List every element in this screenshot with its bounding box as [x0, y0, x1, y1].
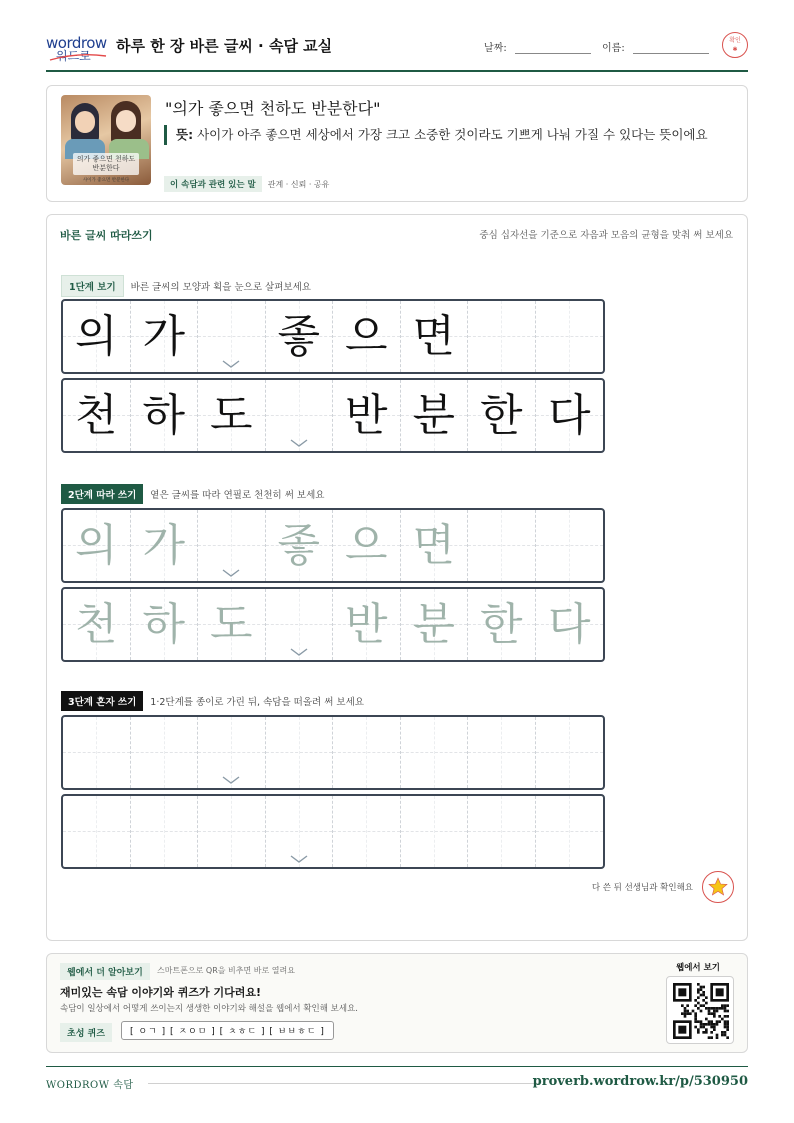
grid-cell[interactable] — [131, 589, 199, 660]
guide-line-vertical — [366, 796, 367, 867]
grid-cell — [468, 301, 536, 372]
grid-row — [61, 299, 605, 374]
grid-cell[interactable] — [536, 796, 604, 867]
practice-character: 면 — [412, 310, 455, 362]
related-words — [164, 176, 329, 192]
grid-cell[interactable] — [333, 589, 401, 660]
well-done-stamp — [702, 871, 734, 903]
guide-line-vertical — [569, 510, 570, 581]
done-text: 다 쓴 뒤 선생님과 확인해요 — [591, 883, 693, 893]
grid-cell — [333, 301, 401, 372]
practice-character: 다 — [547, 389, 591, 441]
web-title: 재미있는 속담 이야기와 퀴즈가 기다려요! — [60, 986, 261, 999]
guide-line-vertical — [366, 717, 367, 788]
grid-row[interactable] — [61, 715, 605, 790]
guide-line-vertical — [434, 717, 435, 788]
grid-cell[interactable] — [468, 717, 536, 788]
practice-character: 한 — [479, 389, 523, 441]
practice-character: 천 — [74, 598, 118, 650]
grid-cell[interactable] — [131, 796, 199, 867]
date-label: 날짜: — [484, 43, 507, 54]
grid-cell[interactable] — [198, 589, 266, 660]
logo-korean: 워드로 — [56, 49, 91, 63]
practice-character: 의 — [74, 310, 118, 362]
practice-character: 으 — [344, 519, 388, 571]
grid-cell — [131, 301, 199, 372]
web-desc: 속담이 일상에서 어떻게 쓰이는지 생생한 이야기와 해설을 웹에서 확인해 보세요. — [60, 1004, 358, 1014]
grid-cell — [131, 380, 199, 451]
practice-hint: 중심 십자선을 기준으로 자음과 모음의 균형을 맞춰 써 보세요 — [479, 230, 733, 241]
grid-cell[interactable] — [333, 717, 401, 788]
space-marker-icon — [222, 569, 240, 577]
grid-cell[interactable] — [198, 796, 266, 867]
grid-cell — [401, 380, 469, 451]
illustration-caption: 의가 좋으면 천하도 반분한다 — [73, 153, 139, 175]
grid-cell[interactable] — [468, 510, 536, 581]
date-field[interactable] — [484, 39, 591, 54]
practice-character: 좋 — [277, 519, 320, 571]
step-3-tag: 3단계 혼자 쓰기 — [61, 691, 143, 711]
practice-character: 분 — [412, 389, 455, 441]
practice-character: 가 — [142, 310, 185, 362]
page-footer — [46, 1066, 748, 1091]
grid-cell[interactable] — [401, 796, 469, 867]
grid-cell[interactable] — [131, 717, 199, 788]
guide-line-vertical — [501, 301, 502, 372]
teacher-stamp — [722, 32, 748, 58]
grid-cell[interactable] — [536, 510, 604, 581]
star-icon — [708, 877, 728, 897]
practice-character: 하 — [142, 598, 185, 650]
guide-line-vertical — [501, 510, 502, 581]
grid-cell — [536, 380, 604, 451]
grid-cell[interactable] — [536, 589, 604, 660]
step-3-desc: 1·2단계를 종이로 가린 뒤, 속담을 떠올려 써 보세요 — [150, 697, 364, 708]
date-blank[interactable] — [515, 42, 591, 54]
name-label: 이름: — [602, 43, 625, 54]
illustration-face-left — [75, 111, 95, 133]
space-marker-icon — [290, 648, 308, 656]
web-tag: 웹에서 더 알아보기 — [60, 963, 150, 980]
guide-line-vertical — [164, 796, 165, 867]
step-2-header — [61, 484, 324, 504]
practice-character: 분 — [412, 598, 455, 650]
handwriting-practice — [46, 214, 748, 941]
illustration-subcaption: 사이가 좋으면 반분한다 — [82, 178, 130, 183]
qr-code[interactable] — [666, 976, 734, 1044]
proverb-meaning — [164, 125, 734, 145]
illustration-face-right — [116, 110, 136, 132]
grid-cell — [198, 301, 266, 372]
step-1-tag: 1단계 보기 — [61, 275, 124, 297]
quiz-label: 초성 퀴즈 — [60, 1023, 112, 1042]
grid-cell[interactable] — [63, 589, 131, 660]
practice-character: 도 — [209, 598, 253, 650]
practice-character: 면 — [412, 519, 455, 571]
logo-wordmark: wordrow — [46, 34, 107, 52]
space-marker-icon — [290, 855, 308, 863]
guide-line-vertical — [569, 796, 570, 867]
grid-cell[interactable] — [63, 796, 131, 867]
grid-cell[interactable] — [198, 510, 266, 581]
practice-character: 가 — [142, 519, 185, 571]
guide-line-vertical — [434, 796, 435, 867]
space-marker-icon — [290, 439, 308, 447]
grid-cell[interactable] — [266, 510, 334, 581]
grid-cell[interactable] — [266, 796, 334, 867]
grid-cell — [266, 380, 334, 451]
meaning-label: 뜻: — [176, 127, 194, 142]
space-marker-icon — [222, 360, 240, 368]
grid-cell[interactable] — [333, 510, 401, 581]
guide-line-vertical — [164, 717, 165, 788]
grid-cell — [266, 301, 334, 372]
grid-cell[interactable] — [401, 589, 469, 660]
practice-character: 다 — [547, 598, 591, 650]
practice-title: 바른 글씨 따라쓰기 — [60, 229, 153, 242]
name-field[interactable] — [602, 39, 709, 54]
logo-swash-icon — [48, 50, 108, 62]
grid-cell — [401, 301, 469, 372]
footer-url[interactable]: proverb.wordrow.kr/p/530950 — [532, 1074, 748, 1089]
grid-row[interactable] — [61, 794, 605, 869]
practice-character: 하 — [142, 389, 185, 441]
practice-character: 반 — [344, 389, 388, 441]
guide-line-vertical — [96, 717, 97, 788]
grid-cell[interactable] — [401, 510, 469, 581]
practice-character: 한 — [479, 598, 523, 650]
guide-line-vertical — [501, 717, 502, 788]
practice-character: 의 — [74, 519, 118, 571]
grid-cell[interactable] — [131, 510, 199, 581]
page-title: 하루 한 장 바른 글씨 · 속담 교실 — [116, 37, 333, 55]
step-3-header — [61, 691, 364, 711]
grid-cell[interactable] — [333, 796, 401, 867]
web-promo-card — [46, 953, 748, 1053]
qr-code-icon — [673, 983, 729, 1039]
name-blank[interactable] — [633, 42, 709, 54]
footer-brand: WORDROW 속담 — [46, 1080, 134, 1091]
stamp-text: 확인 — [729, 37, 741, 44]
wordrow-logo — [46, 34, 108, 62]
grid-cell[interactable] — [536, 717, 604, 788]
web-hint: 스마트폰으로 QR을 비추면 바로 열려요 — [157, 966, 295, 975]
guide-line-vertical — [569, 717, 570, 788]
grid-cell[interactable] — [468, 589, 536, 660]
grid-cell[interactable] — [63, 510, 131, 581]
guide-line-vertical — [96, 796, 97, 867]
step-2-desc: 옅은 글씨를 따라 연필로 천천히 써 보세요 — [150, 490, 325, 501]
guide-line-vertical — [501, 796, 502, 867]
guide-line-vertical — [299, 717, 300, 788]
step-2-tag: 2단계 따라 쓰기 — [61, 484, 143, 504]
grid-cell — [63, 301, 131, 372]
grid-row[interactable] — [61, 587, 605, 662]
grid-cell — [536, 301, 604, 372]
grid-cell[interactable] — [266, 717, 334, 788]
proverb-card — [46, 85, 748, 202]
practice-character: 도 — [209, 389, 253, 441]
grid-cell — [333, 380, 401, 451]
related-label: 이 속담과 관련 있는 말 — [164, 176, 262, 192]
step-1-header — [61, 275, 311, 297]
step-1-desc: 바른 글씨의 모양과 획을 눈으로 살펴보세요 — [130, 282, 311, 293]
guide-line-vertical — [569, 301, 570, 372]
practice-character: 천 — [74, 389, 118, 441]
related-list: 관계 · 신뢰 · 공유 — [267, 179, 330, 189]
proverb-text: "의가 좋으면 천하도 반분한다" — [165, 99, 381, 118]
qr-label: 웹에서 보기 — [675, 963, 720, 973]
stamp-star-icon: ✱ — [732, 46, 738, 53]
grid-cell — [63, 380, 131, 451]
guide-line-vertical — [231, 796, 232, 867]
practice-character: 반 — [344, 598, 388, 650]
grid-cell[interactable] — [468, 796, 536, 867]
practice-character: 으 — [344, 310, 388, 362]
space-marker-icon — [222, 776, 240, 784]
initial-consonant-quiz: [ ㅇㄱ ] [ ㅈㅇㅁ ] [ ㅊㅎㄷ ] [ ㅂㅂㅎㄷ ] — [121, 1021, 334, 1040]
proverb-illustration — [61, 95, 151, 185]
grid-row — [61, 378, 605, 453]
meaning-text: 사이가 아주 좋으면 세상에서 가장 크고 소중한 것이라도 기쁘게 나눠 가질 수 있다는 뜻이에요 — [197, 127, 708, 142]
page-header — [46, 30, 748, 72]
grid-cell[interactable] — [266, 589, 334, 660]
practice-character: 좋 — [277, 310, 320, 362]
grid-cell[interactable] — [63, 717, 131, 788]
grid-cell — [198, 380, 266, 451]
grid-row[interactable] — [61, 508, 605, 583]
grid-cell — [468, 380, 536, 451]
grid-cell[interactable] — [401, 717, 469, 788]
footer-divider — [148, 1083, 538, 1084]
grid-cell[interactable] — [198, 717, 266, 788]
